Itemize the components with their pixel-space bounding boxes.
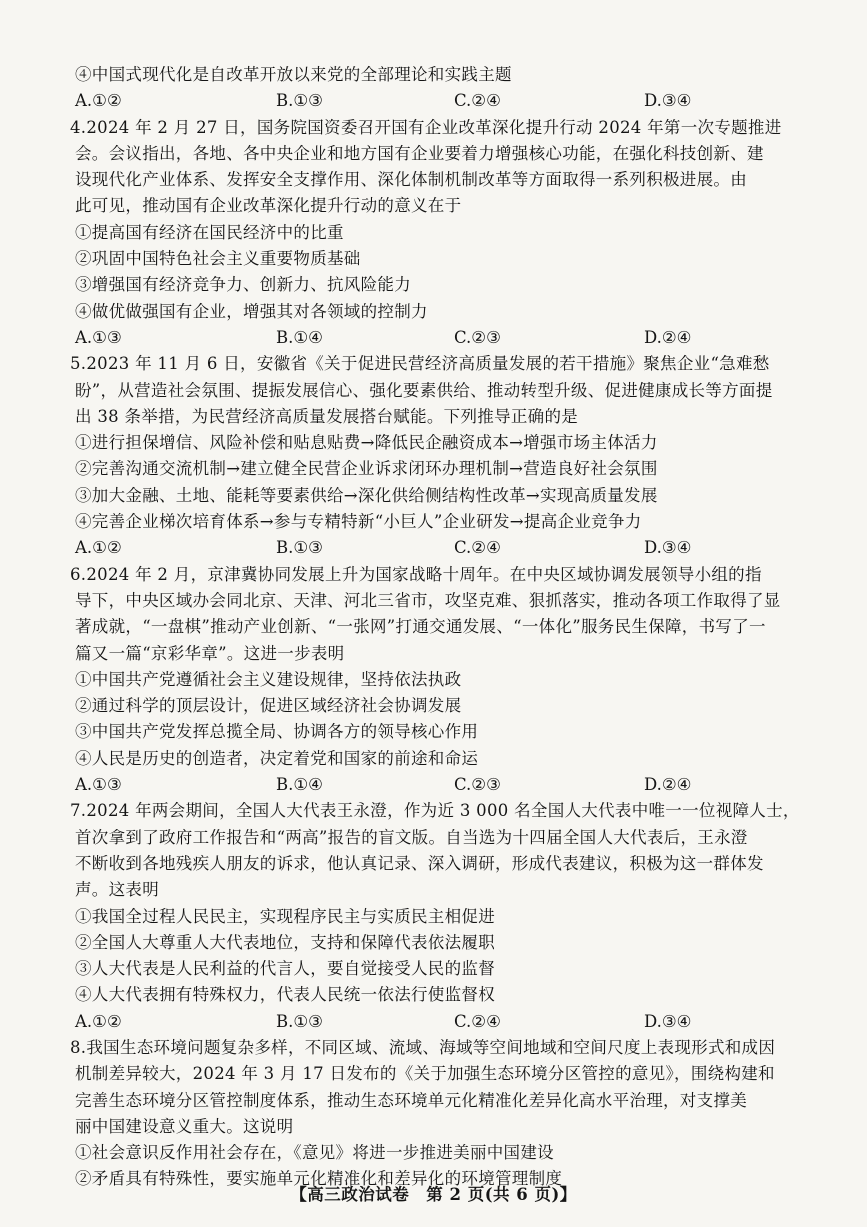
q6-choice-b[interactable]: B.①④ <box>276 775 323 795</box>
q4-choice-a[interactable]: A.①③ <box>75 327 122 347</box>
q7-choices <box>70 1009 827 1035</box>
q7-choice-b[interactable]: B.①③ <box>276 1011 323 1031</box>
q5-option: ④完善企业梯次培育体系→参与专精特新“小巨人”企业研发→提高企业竞争力 <box>75 512 642 532</box>
q5-choice-d[interactable]: D.③④ <box>644 538 692 558</box>
q7-option: ④人大代表拥有特殊权力，代表人民统一依法行使监督权 <box>75 985 495 1005</box>
q6-option: ②通过科学的顶层设计，促进区域经济社会协调发展 <box>75 696 462 716</box>
q5-stem-line: 盼”，从营造社会氛围、提振发展信心、强化要素供给、推动转型升级、促进健康成长等方面提 <box>75 380 773 400</box>
q5-stem-line: 出 38 条举措，为民营经济高质量发展搭台赋能。下列推导正确的是 <box>75 406 579 426</box>
q6-choice-a[interactable]: A.①③ <box>75 775 122 795</box>
q5-choice-b[interactable]: B.①③ <box>276 538 323 558</box>
q8-stem-line: 丽中国建设意义重大。这说明 <box>75 1116 294 1136</box>
q8-option: ①社会意识反作用社会存在，《意见》将进一步推进美丽中国建设 <box>75 1143 554 1163</box>
q5-choices <box>70 535 827 561</box>
q6-option: ④人民是历史的创造者，决定着党和国家的前途和命运 <box>75 748 479 768</box>
q4-choices <box>70 325 827 351</box>
q7-stem-line: 首次拿到了政府工作报告和“两高”报告的盲文版。自当选为十四届全国人大代表后，王永澄 <box>75 827 748 847</box>
q3-option-4: ④中国式现代化是自改革开放以来党的全部理论和实践主题 <box>75 65 512 84</box>
q6-choice-c[interactable]: C.②③ <box>454 775 501 795</box>
q6-option: ①中国共产党遵循社会主义建设规律，坚持依法执政 <box>75 669 462 689</box>
q4-choice-c[interactable]: C.②③ <box>454 327 501 347</box>
q6-choices <box>70 772 827 798</box>
q7-stem-line: 7.2024 年两会期间，全国人大代表王永澄，作为近 3 000 名全国人大代表中唯一一位视障人士， <box>70 801 800 821</box>
q3-choices <box>70 88 827 114</box>
q7-choice-d[interactable]: D.③④ <box>644 1011 692 1031</box>
q5-option: ②完善沟通交流机制→建立健全民营企业诉求闭环办理机制→营造良好社会氛围 <box>75 459 658 479</box>
q4-option: ①提高国有经济在国民经济中的比重 <box>75 222 344 242</box>
q5-option: ③加大金融、土地、能耗等要素供给→深化供给侧结构性改革→实现高质量发展 <box>75 485 658 505</box>
q7-choice-a[interactable]: A.①② <box>75 1011 122 1031</box>
q4-choice-d[interactable]: D.②④ <box>644 327 692 347</box>
q4-stem-line: 4.2024 年 2 月 27 日，国务院国资委召开国有企业改革深化提升行动 2024 年第一次专题推进 <box>70 117 782 137</box>
q4-choice-b[interactable]: B.①④ <box>276 327 323 347</box>
q6-stem-line: 篇又一篇“京彩华章”。这进一步表明 <box>75 643 345 663</box>
question-5 <box>70 351 827 561</box>
q7-option: ③人大代表是人民利益的代言人，要自觉接受人民的监督 <box>75 959 495 979</box>
q7-stem-line: 声。这表明 <box>75 880 159 900</box>
q8-stem-line: 机制差异较大，2024 年 3 月 17 日发布的《关于加强生态环境分区管控的意见》，围绕构建和 <box>75 1064 775 1084</box>
q3-choice-c[interactable]: C.②④ <box>454 91 501 111</box>
q4-stem-line: 会。会议指出，各地、各中央企业和地方国有企业要着力增强核心功能，在强化科技创新、建 <box>75 143 764 163</box>
question-4 <box>70 115 827 352</box>
q7-option: ②全国人大尊重人大代表地位，支持和保障代表依法履职 <box>75 932 495 952</box>
q6-stem-line: 导下，中央区域办会同北京、天津、河北三省市，攻坚克难、狠抓落实，推动各项工作取得了显 <box>75 590 781 610</box>
question-7 <box>70 798 827 1035</box>
q8-stem-line: 完善生态环境分区管控制度体系，推动生态环境单元化精准化差异化高水平治理，对支撑美 <box>75 1090 747 1110</box>
q6-choice-d[interactable]: D.②④ <box>644 775 692 795</box>
q4-option: ④做优做强国有企业，增强其对各领域的控制力 <box>75 301 428 321</box>
q7-stem-line: 不断收到各地残疾人朋友的诉求，他认真记录、深入调研，形成代表建议，积极为这一群体发 <box>75 853 764 873</box>
q6-option: ③中国共产党发挥总揽全局、协调各方的领导核心作用 <box>75 722 479 742</box>
question-3-tail <box>70 62 827 115</box>
q4-option: ②巩固中国特色社会主义重要物质基础 <box>75 249 361 269</box>
q6-stem-line: 6.2024 年 2 月，京津冀协同发展上升为国家战略十周年。在中央区域协调发展领导小组的指 <box>70 564 762 584</box>
question-8 <box>70 1035 827 1193</box>
page-footer: 【高三政治试卷 第 2 页(共 6 页)】 <box>290 1185 577 1204</box>
q6-stem-line: 著成就，“一盘棋”推动产业创新、“一张网”打通交通发展、“一体化”服务民生保障，书写了一 <box>75 617 766 637</box>
q5-choice-a[interactable]: A.①② <box>75 538 122 558</box>
q3-choice-a[interactable]: A.①② <box>75 91 122 111</box>
q4-option: ③增强国有经济竞争力、创新力、抗风险能力 <box>75 275 411 295</box>
q3-choice-b[interactable]: B.①③ <box>276 91 323 111</box>
q4-stem-line: 此可见，推动国有企业改革深化提升行动的意义在于 <box>75 196 462 216</box>
q8-stem-line: 8.我国生态环境问题复杂多样，不同区域、流域、海域等空间地域和空间尺度上表现形式和成因 <box>70 1037 776 1057</box>
q3-choice-d[interactable]: D.③④ <box>644 91 692 111</box>
q8-option: ②矛盾具有特殊性，要实施单元化精准化和差异化的环境管理制度 <box>75 1169 563 1189</box>
q7-choice-c[interactable]: C.②④ <box>454 1011 501 1031</box>
q5-choice-c[interactable]: C.②④ <box>454 538 501 558</box>
q5-stem-line: 5.2023 年 11 月 6 日，安徽省《关于促进民营经济高质量发展的若干措施》聚焦企业“急难愁 <box>70 354 770 374</box>
q5-option: ①进行担保增信、风险补偿和贴息贴费→降低民企融资成本→增强市场主体活力 <box>75 433 658 453</box>
question-6 <box>70 562 827 799</box>
q4-stem-line: 设现代化产业体系、发挥安全支撑作用、深化体制机制改革等方面取得一系列积极进展。由 <box>75 170 747 190</box>
q7-option: ①我国全过程人民民主，实现程序民主与实质民主相促进 <box>75 906 495 926</box>
